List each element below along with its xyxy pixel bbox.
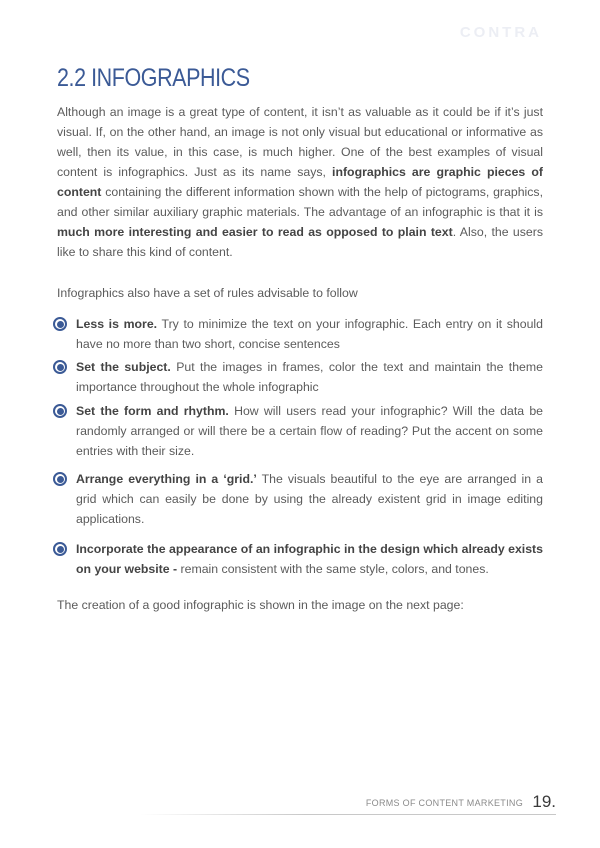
footer-chapter-label: FORMS OF CONTENT MARKETING: [365, 798, 523, 808]
bullet-icon: [53, 404, 67, 418]
bullet-icon: [53, 542, 67, 556]
bullet-icon: [53, 360, 67, 374]
closing-paragraph: The creation of a good infographic is shown in the image on the next page:: [57, 598, 464, 612]
bullet-icon: [53, 472, 67, 486]
rule-text: Set the subject. Put the images in frames, color the text and maintain the theme importance throughout the whole infographic: [76, 360, 543, 394]
intro-emphasis-2: much more interesting and easier to read as opposed to plain text: [57, 225, 453, 239]
rule-item: [53, 469, 543, 529]
rule-text: Less is more. Try to minimize the text on your infographic. Each entry on it should have no more than two short, concise sentences: [76, 317, 543, 351]
contra-logo: CONTRA: [459, 24, 542, 41]
rule-item: [53, 314, 543, 354]
intro-emphasis-1: infographics are graphic pieces of content: [57, 165, 543, 199]
bullet-icon: [53, 317, 67, 331]
page-number: 19.: [532, 792, 556, 811]
rule-item: [53, 401, 543, 461]
page-title: 2.2 INFOGRAPHICS: [57, 64, 250, 92]
rule-text: Set the form and rhythm. How will users read your infographic? Will the data be randomly arranged or will there be a certain flow of reading? Put the accent on some entries with their size.: [76, 404, 544, 458]
rule-item: [53, 357, 543, 397]
rule-text: Arrange everything in a ‘grid.’ The visuals beautiful to the eye are arranged in a grid which can easily be done by using the already existent grid in image editing applications.: [76, 472, 544, 526]
intro-paragraph: Although an image is a great type of content, it isn’t as valuable as it could be if it’s just visual. If, on the other hand, an image is not only visual but educational or informative as well, then its value, in this case, is much higher. One of the best examples of visual content is infographics. Just as its name says, infographics are graphic pieces of content containing the different information shown with the help of pictograms, graphics, and other similar auxiliary graphic materials. The advantage of an infographic is that it is much more interesting and easier to read as opposed to plain text. Also, the users like to share this kind of content.: [57, 105, 544, 259]
rules-lead-text: Infographics also have a set of rules advisable to follow: [57, 286, 358, 300]
rule-item: [53, 539, 543, 579]
footer-divider: [140, 814, 556, 815]
rule-text: Incorporate the appearance of an infographic in the design which already exists on your website - remain consistent with the same style, colors, and tones.: [76, 542, 543, 576]
